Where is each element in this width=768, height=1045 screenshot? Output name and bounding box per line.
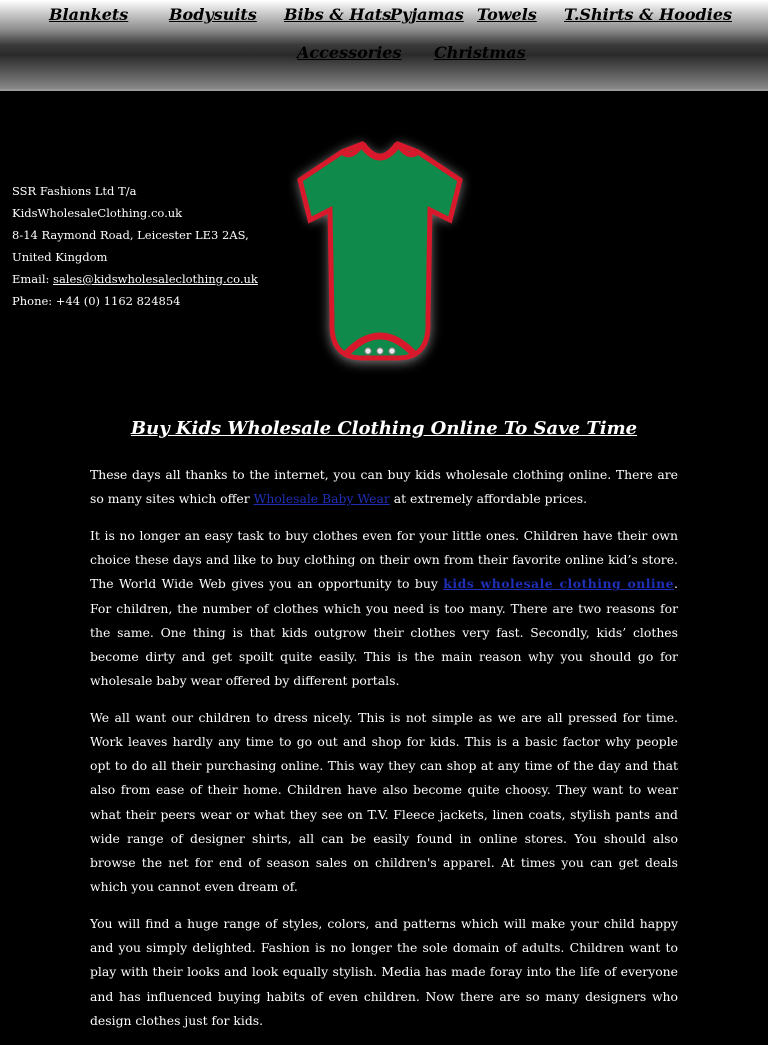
paragraph-3: We all want our children to dress nicely. This is not simple as we are all pressed for time. Work leaves hardly any time to go out and shop for kids. This is a basic factor why people opt to do all their purchasing online. This way they can shop at any time of the day and that also from ease of their home. Children have also become quite choosy. They want to wear what their peers wear or what they see on T.V. Fleece jackets, linen coats, stylish pants and wide range of designer shirts, all can be easily found in online stores. You should also browse the net for end of season sales on children's apparel. At times you can get deals which you cannot even dream of. bbox=[90, 709, 678, 895]
nav-link-accessories[interactable]: Accessories bbox=[297, 43, 402, 62]
bodysuit-body bbox=[300, 144, 460, 358]
baby-bodysuit-image bbox=[280, 130, 480, 380]
nav-link-christmas[interactable]: Christmas bbox=[434, 43, 526, 62]
address-line-1: 8-14 Raymond Road, Leicester LE3 2AS, bbox=[12, 228, 249, 242]
article-body bbox=[90, 463, 678, 1045]
paragraph-2 bbox=[90, 524, 678, 693]
paragraph-1-text-b: at extremely affordable prices. bbox=[389, 491, 588, 507]
paragraph-1-text-a: These days all thanks to the internet, you can buy kids wholesale clothing online. There are so many sites which offer bbox=[90, 467, 678, 507]
article-title: Buy Kids Wholesale Clothing Online To Save Time bbox=[130, 418, 638, 439]
nav-link-bibs-hats[interactable]: Bibs & Hats bbox=[284, 5, 392, 24]
address-line-2: United Kingdom bbox=[12, 250, 108, 264]
nav-link-blankets[interactable]: Blankets bbox=[49, 5, 129, 24]
paragraph-2-text-a: It is no longer an easy task to buy clothes even for your little ones. Children have their own choice these days and like to buy clothing on their own from their favorite online kid’s store. The World Wide Web gives you an opportunity to buy bbox=[90, 527, 678, 592]
nav-link-pyjamas[interactable]: Pyjamas bbox=[390, 5, 464, 24]
email-label: Email: bbox=[12, 272, 54, 286]
snap-button-2 bbox=[377, 348, 383, 354]
nav-link-towels[interactable]: Towels bbox=[477, 5, 537, 24]
phone-number: Phone: +44 (0) 1162 824854 bbox=[12, 294, 181, 308]
paragraph-2-text-b: . For children, the number of clothes which you need is too many. There are two reasons for the same. One thing is that kids outgrow their clothes very fast. Secondly, kids’ clothes become dirty and get spoilt quite easily. This is the main reason why you should go for wholesale baby wear offered by different portals. bbox=[90, 576, 678, 689]
company-website: KidsWholesaleClothing.co.uk bbox=[12, 206, 183, 220]
email-row bbox=[12, 268, 312, 290]
snap-button-3 bbox=[389, 348, 395, 354]
nav-link-bodysuits[interactable]: Bodysuits bbox=[169, 5, 257, 24]
paragraph-1 bbox=[90, 463, 678, 511]
contact-details bbox=[12, 180, 312, 312]
wholesale-baby-wear-link[interactable]: Wholesale Baby Wear bbox=[253, 491, 390, 507]
company-name: SSR Fashions Ltd T/a bbox=[12, 184, 137, 198]
nav-link-tshirts-hoodies[interactable]: T.Shirts & Hoodies bbox=[564, 5, 733, 24]
snap-button-1 bbox=[365, 348, 371, 354]
email-link[interactable]: sales@kidswholesaleclothing.co.uk bbox=[53, 272, 258, 286]
bodysuit-collar bbox=[362, 144, 398, 157]
kids-wholesale-clothing-link[interactable]: kids wholesale clothing online bbox=[443, 576, 675, 592]
top-navigation-bar bbox=[0, 0, 768, 91]
paragraph-4: You will find a huge range of styles, colors, and patterns which will make your child happy and you simply delighted. Fashion is no longer the sole domain of adults. Children want to play with their looks and look equally stylish. Media has made foray into the life of everyone and has influenced buying habits of even children. Now there are so many designers who design clothes just for kids. bbox=[90, 915, 678, 1028]
